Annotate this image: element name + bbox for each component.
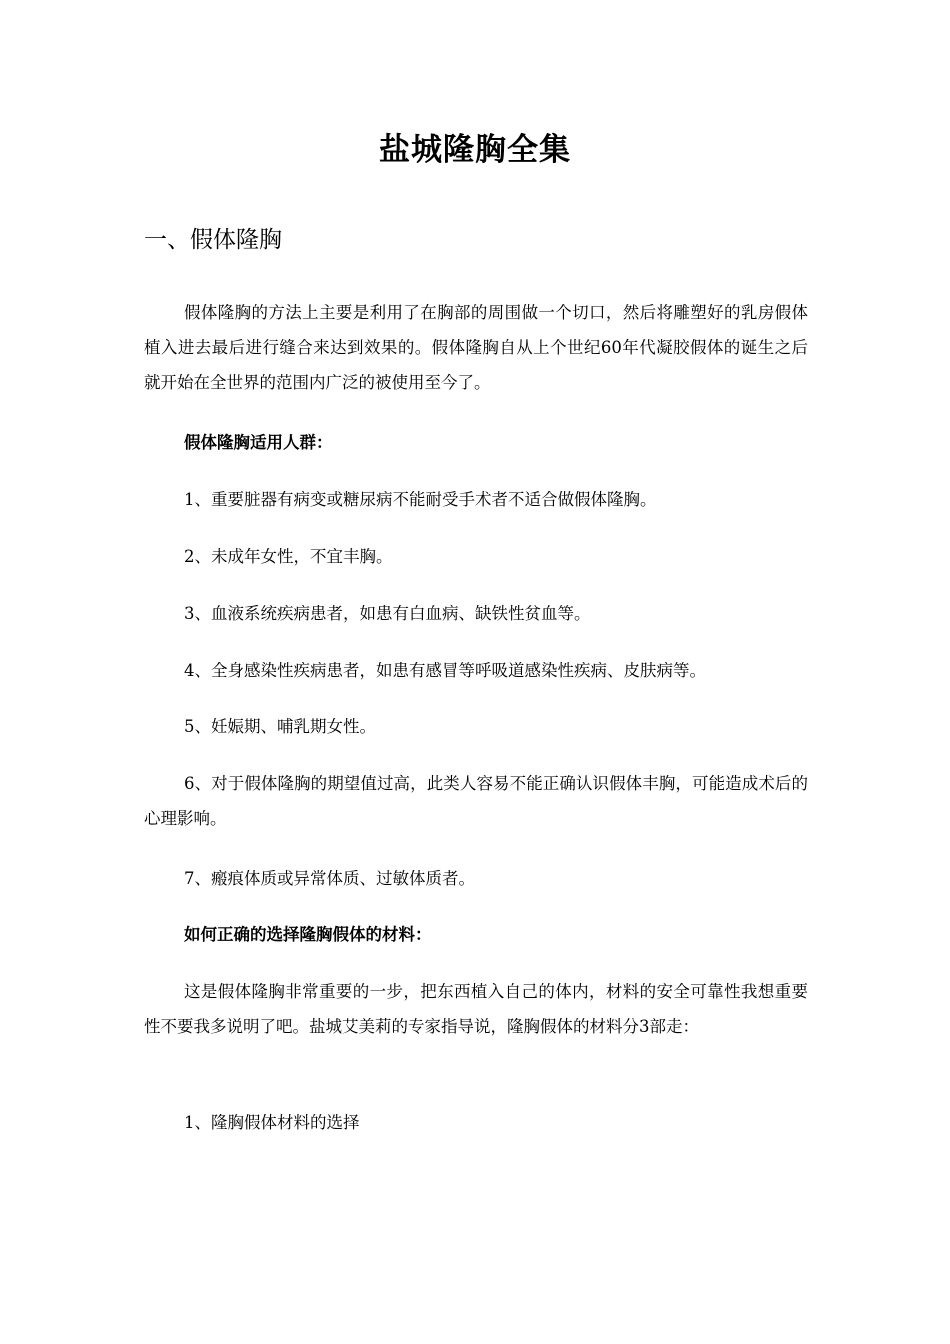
section-heading: 一、假体隆胸: [144, 227, 282, 253]
list-item: 1、隆胸假体材料的选择: [184, 1113, 360, 1132]
suitable-population-subheading: 假体隆胸适用人群：: [184, 433, 333, 452]
list-item: 7、瘢痕体质或异常体质、过敏体质者。: [184, 869, 475, 888]
list-item: 1、重要脏器有病变或糖尿病不能耐受手术者不适合做假体隆胸。: [184, 490, 657, 509]
list-item: 2、未成年女性，不宜丰胸。: [184, 547, 393, 566]
document-title: 盐城隆胸全集: [379, 132, 571, 168]
list-item: 6、对于假体隆胸的期望值过高，此类人容易不能正确认识假体丰胸，可能造成术后的心理影响。: [144, 774, 808, 828]
list-item: 5、妊娠期、哺乳期女性。: [184, 717, 376, 736]
list-item: 3、血液系统疾病患者，如患有白血病、缺铁性贫血等。: [184, 604, 591, 623]
material-paragraph: 这是假体隆胸非常重要的一步，把东西植入自己的体内，材料的安全可靠性我想重要性不要我多说明了吧。盐城艾美莉的专家指导说，隆胸假体的材料分3部走：: [144, 982, 808, 1036]
material-selection-subheading: 如何正确的选择隆胸假体的材料：: [184, 925, 432, 944]
intro-paragraph: 假体隆胸的方法上主要是利用了在胸部的周围做一个切口，然后将雕塑好的乳房假体植入进去最后进行缝合来达到效果的。假体隆胸自从上个世纪60年代凝胶假体的诞生之后就开始在全世界的范围内广泛的被使用至今了。: [144, 303, 808, 392]
list-item: 4、全身感染性疾病患者，如患有感冒等呼吸道感染性疾病、皮肤病等。: [184, 661, 706, 680]
